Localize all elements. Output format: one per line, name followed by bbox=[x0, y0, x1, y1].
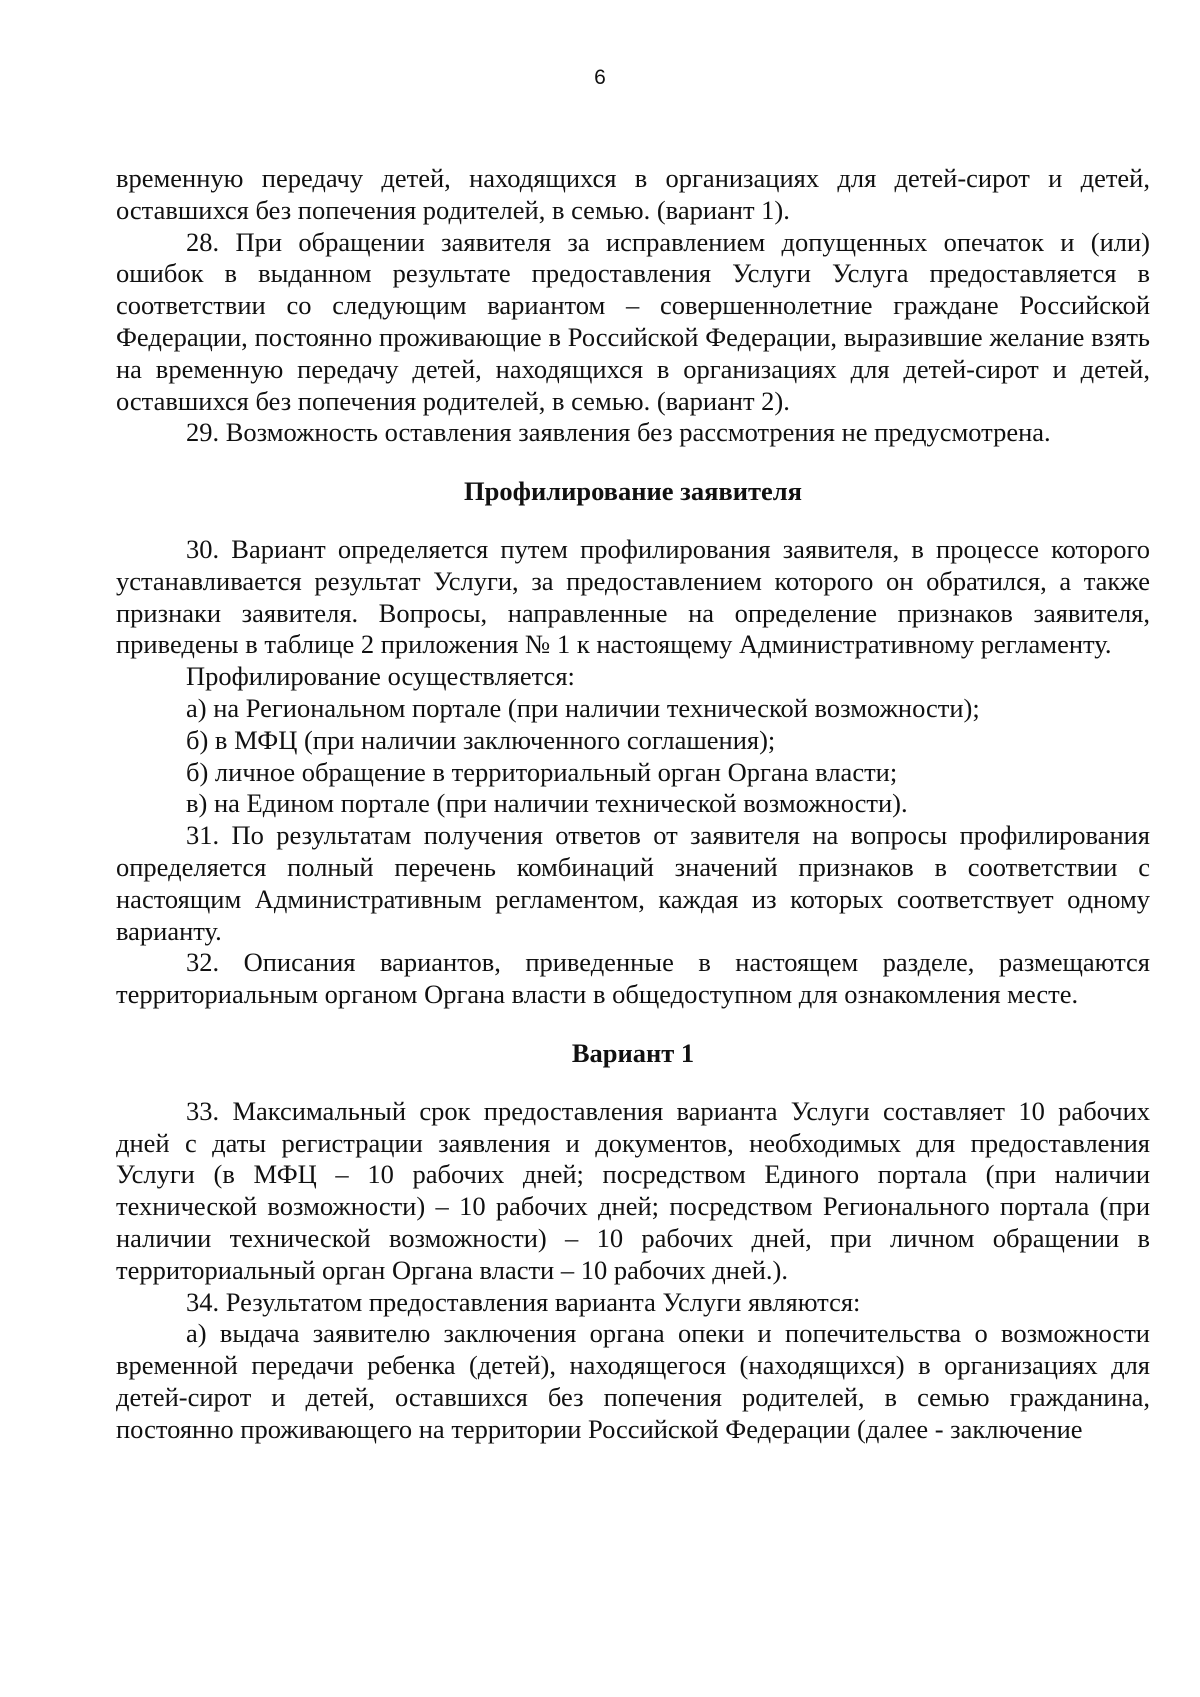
page-number: 6 bbox=[594, 66, 606, 89]
paragraph-continuation: временную передачу детей, находящихся в организациях для детей-сирот и детей, оставшихся без попечения родителей, в семью. (вариант 1). bbox=[116, 163, 1150, 225]
paragraph-30: 30. Вариант определяется путем профилирования заявителя, в процессе которого устанавливается результат Услуги, за предоставлением которого он обратился, а также признаки заявителя. Вопросы, направленные на определение признаков заявителя, приведены в таблице 2 приложения № 1 к настоящему Административному регламенту. bbox=[116, 533, 1150, 660]
paragraph-profiling-intro: Профилирование осуществляется: bbox=[186, 661, 575, 692]
paragraph-34: 34. Результатом предоставления варианта Услуги являются: bbox=[186, 1286, 861, 1317]
list-item-b-mfc: б) в МФЦ (при наличии заключенного соглашения); bbox=[186, 724, 776, 755]
paragraph-29: 29. Возможность оставления заявления без рассмотрения не предусмотрена. bbox=[186, 417, 1051, 448]
section-heading-profiling: Профилирование заявителя bbox=[464, 476, 802, 507]
paragraph-31: 31. По результатам получения ответов от заявителя на вопросы профилирования определяется полный перечень комбинаций значений признаков в соответствии с настоящим Административным регламентом, каждая из которых соответствует одному варианту. bbox=[116, 820, 1150, 946]
list-item-v: в) на Едином портале (при наличии технической возможности). bbox=[186, 788, 908, 819]
document-body bbox=[116, 163, 1150, 1445]
list-item-a: а) на Региональном портале (при наличии технической возможности); bbox=[186, 692, 980, 723]
paragraph-33: 33. Максимальный срок предоставления варианта Услуги составляет 10 рабочих дней с даты регистрации заявления и документов, необходимых для предоставления Услуги (в МФЦ – 10 рабочих дней; посредством Единого портала (при наличии технической возможности) – 10 рабочих дней; посредством Регионального портала (при наличии технической возможности) – 10 рабочих дней, при личном обращении в территориальный орган Органа власти – 10 рабочих дней.). bbox=[116, 1095, 1150, 1285]
section-heading-variant-1: Вариант 1 bbox=[571, 1037, 695, 1068]
paragraph-34-a: а) выдача заявителю заключения органа опеки и попечительства о возможности временной передачи ребенка (детей), находящегося (находящихся) в организациях для детей-сирот и детей, оставшихся без попечения родителей, в семью гражданина, постоянно проживающего на территории Российской Федерации (далее - заключение bbox=[116, 1318, 1150, 1444]
paragraph-32: 32. Описания вариантов, приведенные в настоящем разделе, размещаются территориальным органом Органа власти в общедоступном для ознакомления месте. bbox=[116, 947, 1150, 1010]
paragraph-28: 28. При обращении заявителя за исправлением допущенных опечаток и (или) ошибок в выданном результате предоставления Услуги Услуга предоставляется в соответствии со следующим вариантом – совершеннолетние граждане Российской Федерации, постоянно проживающие в Российской Федерации, выразившие желание взять на временную передачу детей, находящихся в организациях для детей-сирот и детей, оставшихся без попечения родителей, в семью. (вариант 2). bbox=[116, 226, 1150, 416]
list-item-b-personal: б) личное обращение в территориальный орган Органа власти; bbox=[186, 756, 898, 787]
